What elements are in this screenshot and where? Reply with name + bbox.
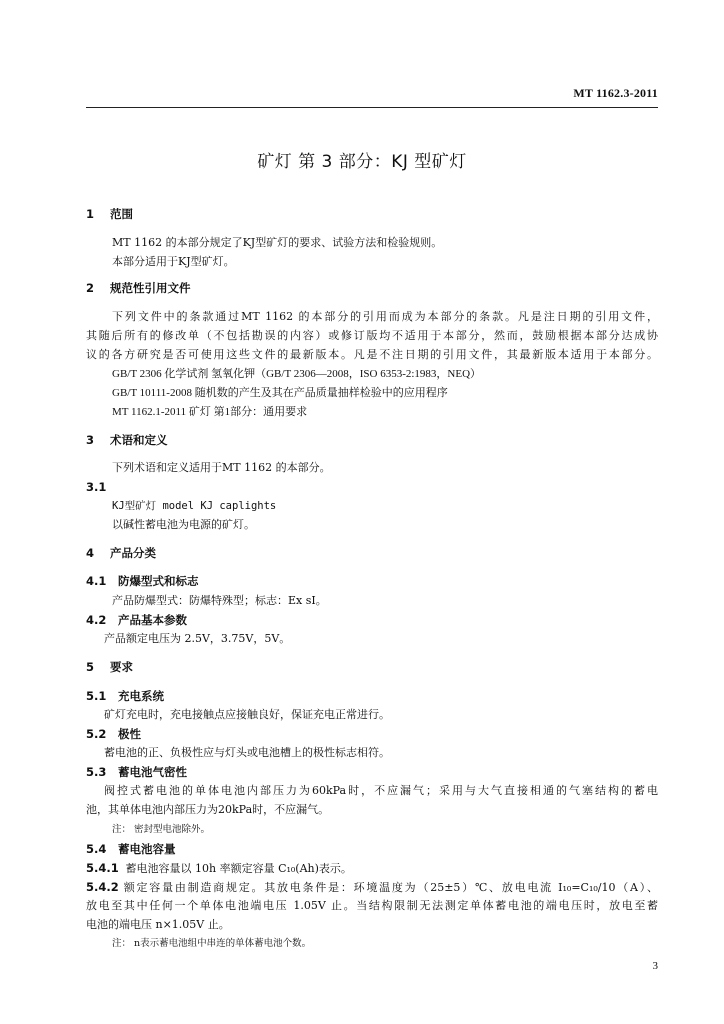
- clause-number: 5.3: [86, 765, 107, 779]
- clause-3-1-number: 3.1: [86, 480, 107, 494]
- section-4-heading: [86, 546, 658, 560]
- section-5-heading: [86, 660, 658, 674]
- paragraph-line: 议的各方研究是否可使用这些文件的最新版本。凡是不注日期的引用文件，其最新版本适用于本部分。: [86, 348, 658, 361]
- paragraph: 蓄电池的正、负极性应与灯头或电池槽上的极性标志相符。: [104, 746, 390, 759]
- section-number: 2: [86, 281, 95, 295]
- clause-title: 极性: [118, 727, 142, 741]
- page-number: 3: [652, 960, 658, 972]
- paragraph-line: 阀控式蓄电池的单体电池内部压力为60kPa时，不应漏气；采用与大气直接相通的气塞结构的蓄电: [104, 784, 658, 797]
- clause-5-3-heading: [86, 765, 658, 779]
- clause-text: 蓄电池容量以 10h 率额定容量 C₁₀(Ah)表示。: [125, 862, 352, 875]
- reference-item: GB/T 2306 化学试剂 氢氧化钾（GB/T 2306—2008，ISO 6353-2:1983，NEQ）: [112, 368, 482, 380]
- clause-5-2-heading: [86, 727, 658, 741]
- section-number: 5: [86, 660, 95, 674]
- clause-number: 5.4.1: [86, 861, 119, 875]
- section-title: 术语和定义: [110, 433, 168, 447]
- paragraph: 产品防爆型式：防爆特殊型；标志：Ex sI。: [112, 594, 327, 607]
- clause-number: 5.1: [86, 689, 107, 703]
- clause-title: 充电系统: [118, 689, 165, 703]
- clause-title: 防爆型式和标志: [118, 574, 199, 588]
- clause-number: 5.2: [86, 727, 107, 741]
- clause-number: 4.2: [86, 613, 107, 627]
- note: 注： n表示蓄电池组中串连的单体蓄电池个数。: [112, 938, 312, 949]
- section-number: 3: [86, 433, 95, 447]
- clause-number: 4.1: [86, 574, 107, 588]
- clause-5-4-heading: [86, 842, 658, 856]
- note: 注： 密封型电池除外。: [112, 824, 211, 835]
- section-title: 产品分类: [110, 546, 157, 560]
- clause-text: 额定容量由制造商规定。其放电条件是：环境温度为（25±5）℃、放电电流 I₁₀=C₁₀/10（A）、: [122, 881, 658, 894]
- term-definition: 以碱性蓄电池为电源的矿灯。: [112, 518, 255, 531]
- section-number: 1: [86, 207, 95, 221]
- section-3-heading: [86, 433, 658, 447]
- paragraph: 本部分适用于KJ型矿灯。: [112, 255, 235, 268]
- paragraph-line: 电池的端电压 n×1.05V 止。: [86, 918, 230, 931]
- section-2-heading: [86, 281, 658, 295]
- clause-title: 蓄电池容量: [118, 842, 176, 856]
- paragraph-line: 其随后所有的修改单（不包括勘误的内容）或修订版均不适用于本部分，然而，鼓励根据本部分达成协: [86, 329, 658, 342]
- clause-5-4-1: [86, 861, 658, 876]
- reference-item: MT 1162.1-2011 矿灯 第1部分：通用要求: [112, 406, 308, 418]
- reference-item: GB/T 10111-2008 随机数的产生及其在产品质量抽样检验中的应用程序: [112, 387, 448, 399]
- clause-number: 5.4: [86, 842, 107, 856]
- standard-number: MT 1162.3-2011: [573, 86, 658, 100]
- section-1-heading: [86, 207, 658, 221]
- clause-number: 5.4.2: [86, 880, 119, 894]
- section-title: 要求: [110, 660, 134, 674]
- header-rule: [86, 107, 658, 108]
- paragraph-line: 池，其单体电池内部压力为20kPa时，不应漏气。: [86, 803, 330, 816]
- section-title: 范围: [110, 207, 134, 221]
- clause-4-1-heading: [86, 574, 658, 588]
- term-entry: KJ型矿灯 model KJ caplights: [112, 500, 277, 512]
- document-title: 矿灯 第 3 部分：KJ 型矿灯: [257, 152, 467, 172]
- clause-5-4-2-line1: [86, 880, 658, 895]
- paragraph: MT 1162 的本部分规定了KJ型矿灯的要求、试验方法和检验规则。: [112, 236, 443, 249]
- clause-title: 产品基本参数: [118, 613, 188, 627]
- clause-5-1-heading: [86, 689, 658, 703]
- paragraph: 产品额定电压为 2.5V，3.75V，5V。: [104, 632, 291, 645]
- section-number: 4: [86, 546, 95, 560]
- clause-title: 蓄电池气密性: [118, 765, 188, 779]
- paragraph-line: 下列文件中的条款通过MT 1162 的本部分的引用而成为本部分的条款。凡是注日期的引用文件，: [112, 310, 658, 323]
- section-title: 规范性引用文件: [110, 281, 191, 295]
- paragraph-line: 放电至其中任何一个单体电池端电压 1.05V 止。当结构限制无法测定单体蓄电池的端电压时，放电至蓄: [86, 899, 658, 912]
- paragraph: 下列术语和定义适用于MT 1162 的本部分。: [112, 461, 331, 474]
- clause-4-2-heading: [86, 613, 658, 627]
- paragraph: 矿灯充电时，充电接触点应接触良好，保证充电正常进行。: [104, 708, 390, 721]
